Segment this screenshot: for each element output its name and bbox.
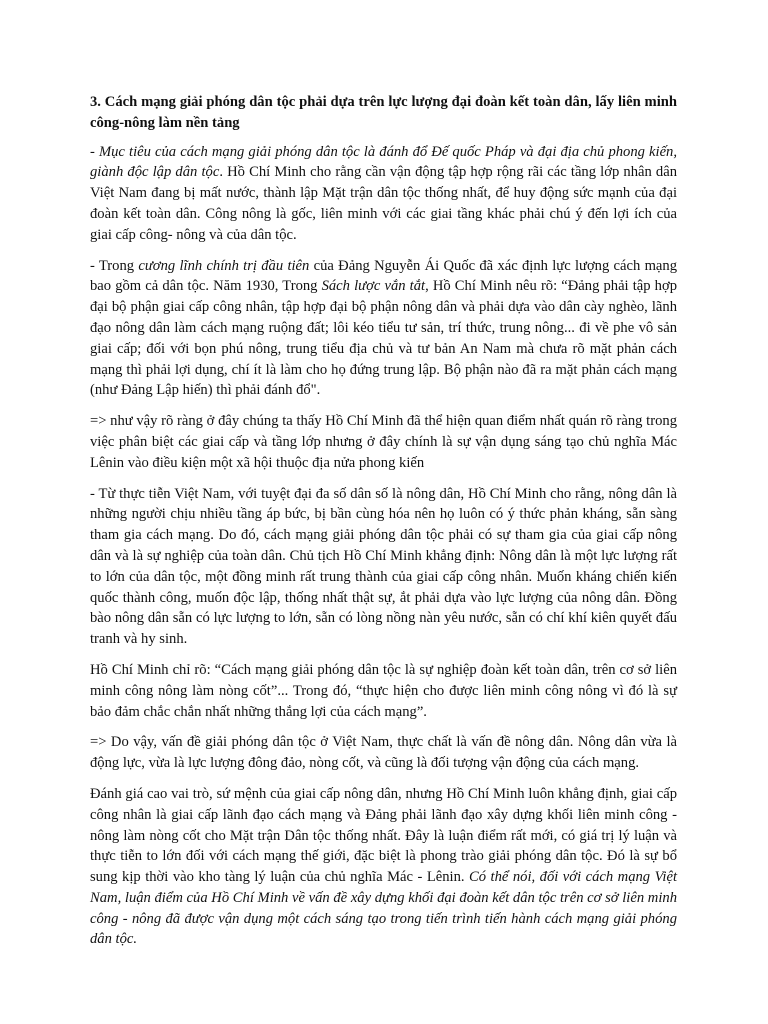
paragraph-assessment-text: Đánh giá cao vai trò, sứ mệnh của giai cấp nông dân, nhưng Hồ Chí Minh luôn khẳng định, giai cấp công nhân là giai cấp lãnh đạo cách mạng và Đảng phải lãnh đạo xây dựng khối liên minh công - nông làm nòng cốt cho Mặt trận Dân tộc thống nhất. Đây là luận điểm rất mới, có giá trị lý luận và thực tiễn to lớn đối với cách mạng thế giới, đặc biệt là phong trào giải phóng dân tộc. Đó là sự bổ sung kịp thời vào kho tàng lý luận của chủ nghĩa Mác - Lênin. [90,785,677,886]
paragraph-conclusion-2: => Do vậy, vấn đề giải phóng dân tộc ở Việt Nam, thực chất là vấn đề nông dân. Nông dân vừa là động lực, vừa là lực lượng đông đảo, nòng cốt, và cũng là đối tượng vận động của cách mạng. [90,734,677,772]
document-page [90,92,677,960]
paragraph-goal [90,142,677,246]
paragraph-peasants: - Từ thực tiễn Việt Nam, với tuyệt đại đa số dân số là nông dân, Hồ Chí Minh cho rằng, nông dân là những người chịu nhiều tầng áp bức, bị bần cùng hóa nên họ luôn có ý thức phản kháng, sẵn sàng tham gia cách mạng. Do đó, cách mạng giải phóng dân tộc phải có sự tham gia của giai cấp nông dân và là sự nghiệp của toàn dân. Chủ tịch Hồ Chí Minh khẳng định: Nông dân là một lực lượng rất to lớn của dân tộc, một đồng minh rất trung thành của giai cấp công nhân. Muốn kháng chiến kiến quốc thành công, muốn độc lập, thống nhất thật sự, ắt phải dựa vào lực lượng của nông dân. Đồng bào nông dân sẵn có lực lượng to lớn, sẵn có lòng nồng nàn yêu nước, sẵn có chí khí kiên quyết đấu tranh và hy sinh. [90,485,677,648]
paragraph-goal-italic: - Mục tiêu của cách mạng giải phóng dân tộc là đánh đổ Đế quốc Pháp và đại địa chủ phong kiến, giành độc lập dân tộc [90,143,677,181]
paragraph-conclusion-1: => như vậy rõ ràng ở đây chúng ta thấy Hồ Chí Minh đã thể hiện quan điểm nhất quán rõ ràng trong việc phân biệt các giai cấp và tầng lớp nhưng ở đây chính là sự vận dụng sáng tạo chủ nghĩa Mác Lênin vào điều kiện một xã hội thuộc địa nửa phong kiến [90,413,677,471]
paragraph-platform-c: của Đảng Nguyễn Ái Quốc đã xác định lực lượng cách mạng bao gồm cả dân tộc. Năm 1930, Trong [90,257,678,295]
paragraph-assessment [90,784,677,950]
section-heading: 3. Cách mạng giải phóng dân tộc phải dựa trên lực lượng đại đoàn kết toàn dân, lấy liên minh công-nông làm nền tảng [90,94,677,131]
paragraph-platform-b-italic: cương lĩnh chính trị đầu tiên [138,257,310,274]
paragraph-platform-a: - Trong [90,257,139,274]
paragraph-quote: Hồ Chí Minh chỉ rõ: “Cách mạng giải phóng dân tộc là sự nghiệp đoàn kết toàn dân, trên cơ sở liên minh công nông làm nòng cốt”... Trong đó, “thực hiện cho được liên minh công nông vì đó là sự bảo đảm chắc chắn nhất những thắng lợi của cách mạng”. [90,661,677,720]
paragraph-goal-text: . Hồ Chí Minh cho rằng cần vận động tập hợp rộng rãi các tầng lớp nhân dân Việt Nam đang bị mất nước, thành lập Mặt trận dân tộc thống nhất, để huy động sức mạnh của đại đoàn kết toàn dân. Công nông là gốc, liên minh với các giai tầng khác phải chú ý đến lợi ích của giai cấp công- nông và của dân tộc. [90,164,677,243]
paragraph-platform [90,256,677,402]
paragraph-platform-e: , Hồ Chí Minh nêu rõ: “Đảng phải tập hợp đại bộ phận giai cấp công nhân, tập hợp đại bộ phận nông dân và phải dựa vào dân cày nghèo, lãnh đạo nông dân làm cách mạng ruộng đất; lôi kéo tiểu tư sản, trí thức, trung nông... đi về phe vô sản giai cấp; đối với bọn phú nông, trung tiểu địa chủ và tư bản An Nam mà chưa rõ mặt phản cách mạng thì phải lợi dụng, chí ít là làm cho họ đứng trung lập. Bộ phận nào đã ra mặt phản cách mạng (như Đảng Lập hiến) thì phải đánh đổ". [90,278,677,399]
paragraph-platform-d-italic: Sách lược vắn tắt [321,278,426,295]
paragraph-assessment-italic: Có thể nói, đối với cách mạng Việt Nam, luận điểm của Hồ Chí Minh về vấn đề xây dựng khối đại đoàn kết dân tộc trên cơ sở liên minh công - nông đã được vận dụng một cách sáng tạo trong tiến trình tiến hành cách mạng giải phóng dân tộc. [90,869,677,948]
